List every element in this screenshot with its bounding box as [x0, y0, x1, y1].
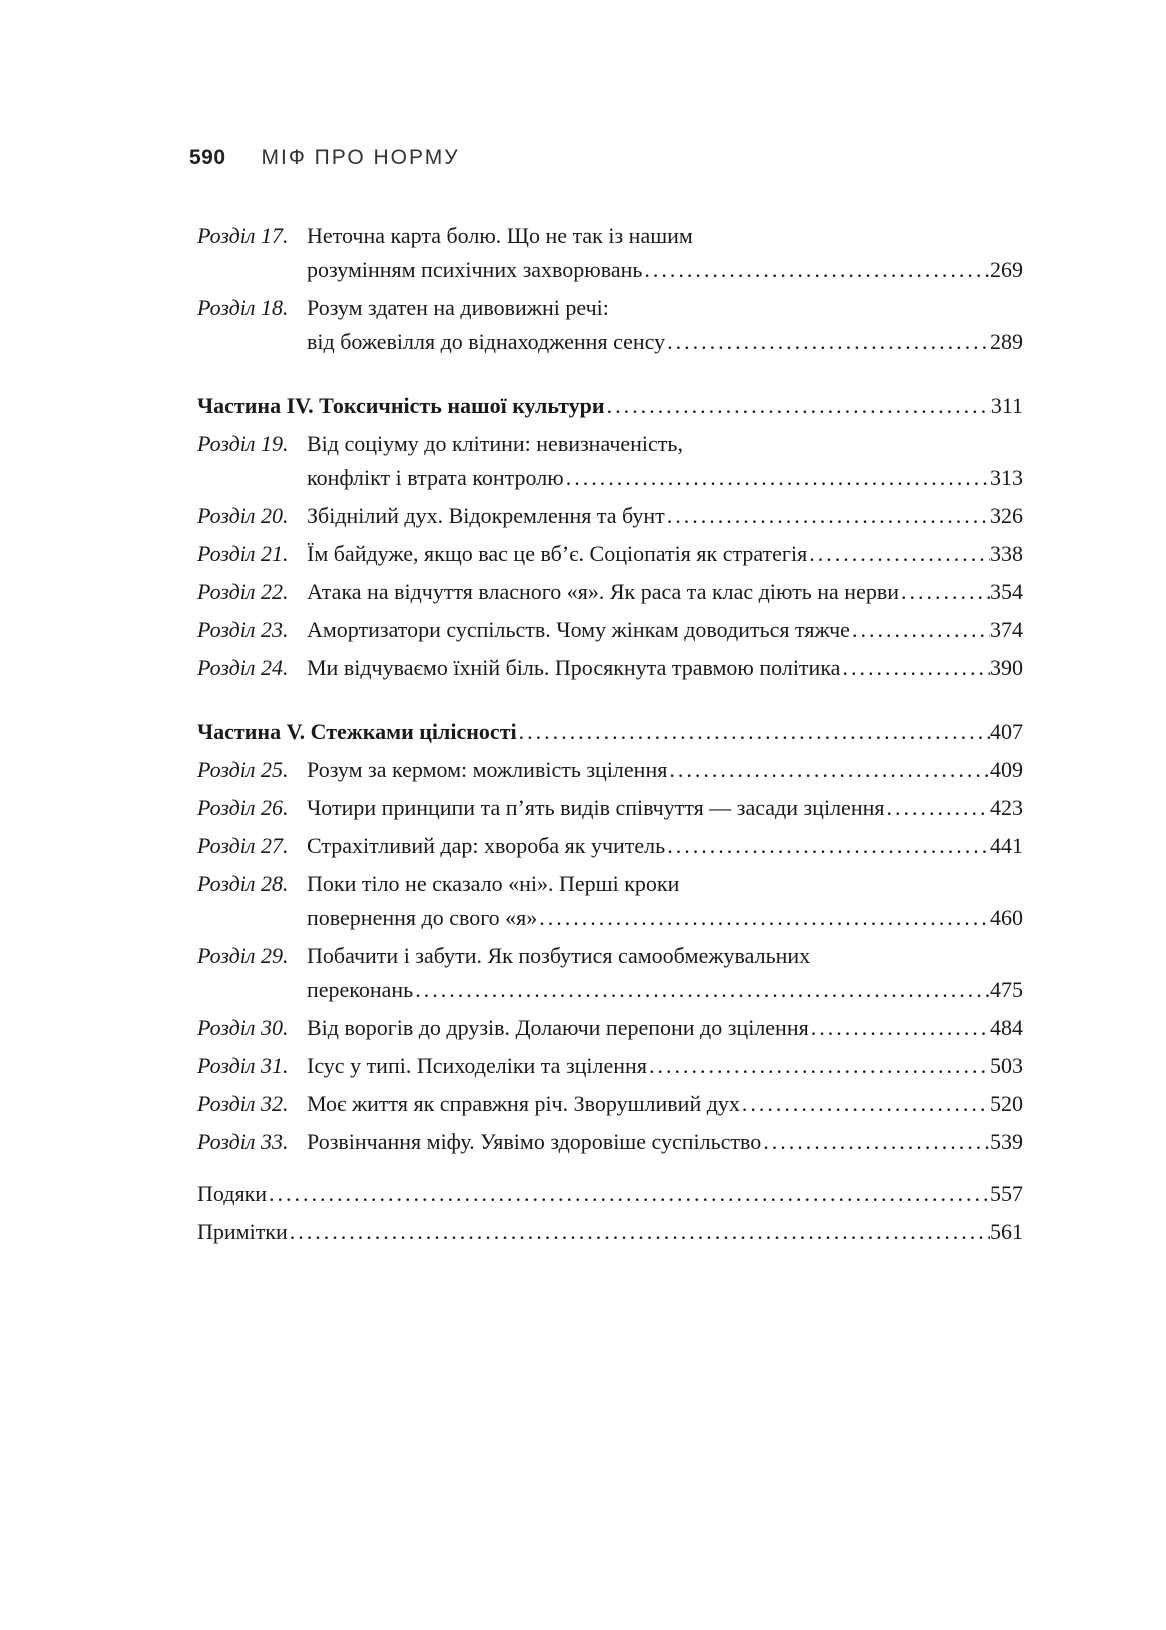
toc-line — [197, 389, 1023, 423]
toc-line — [197, 253, 1023, 287]
entry-title: Амортизатори суспільств. Чому жінкам доводиться тяжче — [307, 617, 850, 642]
toc-line — [197, 973, 1023, 1007]
toc-line — [197, 219, 1023, 253]
dot-leader — [763, 1125, 990, 1159]
chapter-label: Розділ 19. — [197, 431, 289, 456]
chapter-label: Розділ 26. — [197, 795, 289, 820]
toc-line — [197, 1011, 1023, 1045]
chapter-label: Розділ 27. — [197, 833, 289, 858]
dot-leader — [852, 613, 990, 647]
entry-title: від божевілля до віднаходження сенсу — [307, 329, 666, 354]
toc-chapter-entry — [197, 753, 1023, 787]
toc-line — [197, 325, 1023, 359]
entry-page-number: 407 — [990, 719, 1023, 744]
entry-page-number: 423 — [990, 795, 1023, 820]
entry-title: Атака на відчуття власного «я». Як раса та клас діють на нерви — [307, 579, 899, 604]
toc-line — [197, 575, 1023, 609]
entry-page-number: 289 — [990, 329, 1023, 354]
dot-leader — [566, 461, 990, 495]
dot-leader — [667, 829, 990, 863]
dot-leader — [811, 1011, 990, 1045]
entry-page-number: 311 — [990, 393, 1023, 418]
entry-title: Страхітливий дар: хвороба як учитель — [307, 833, 666, 858]
dot-leader — [669, 753, 990, 787]
entry-title: Частина IV. Токсичність нашої культури — [197, 393, 605, 418]
entry-title: Моє життя як справжня річ. Зворушливий дух — [307, 1091, 740, 1116]
toc-chapter-entry — [197, 1087, 1023, 1121]
toc-chapter-entry — [197, 1011, 1023, 1045]
entry-title: Розвінчання міфу. Уявімо здоровіше суспільство — [307, 1129, 762, 1154]
toc-line — [197, 461, 1023, 495]
entry-page-number: 460 — [990, 905, 1023, 930]
chapter-label: Розділ 18. — [197, 295, 289, 320]
toc-chapter-entry — [197, 939, 1023, 1007]
entry-title: розумінням психічних захворювань — [307, 257, 643, 282]
toc-line — [197, 1125, 1023, 1159]
entry-page-number: 338 — [990, 541, 1023, 566]
toc-line — [197, 829, 1023, 863]
chapter-label: Розділ 24. — [197, 655, 289, 680]
toc-list — [197, 219, 1023, 1249]
entry-title: Ми відчуваємо їхній біль. Просякнута травмою політика — [307, 655, 841, 680]
dot-leader — [519, 715, 990, 749]
entry-title: Від ворогів до друзів. Долаючи перепони до зцілення — [307, 1015, 809, 1040]
chapter-label: Розділ 32. — [197, 1091, 289, 1116]
entry-title: повернення до свого «я» — [307, 905, 538, 930]
toc-chapter-entry — [197, 613, 1023, 647]
toc-backmatter-entry — [197, 1177, 1023, 1211]
dot-leader — [901, 575, 990, 609]
chapter-label: Розділ 33. — [197, 1129, 289, 1154]
entry-title: Розум за кермом: можливість зцілення — [307, 757, 668, 782]
entry-title: Примітки — [197, 1219, 288, 1244]
dot-leader — [415, 973, 990, 1007]
entry-title: Подяки — [197, 1181, 268, 1206]
entry-title: Збіднілий дух. Відокремлення та бунт — [307, 503, 665, 528]
entry-title: Від соціуму до клітини: невизначеність, — [307, 431, 683, 456]
dot-leader — [644, 253, 990, 287]
dot-leader — [667, 499, 990, 533]
entry-page-number: 475 — [990, 977, 1023, 1002]
entry-page-number: 503 — [990, 1053, 1023, 1078]
entry-page-number: 374 — [990, 617, 1023, 642]
entry-title: конфлікт і втрата контролю — [307, 465, 564, 490]
entry-page-number: 484 — [990, 1015, 1023, 1040]
entry-title: Неточна карта болю. Що не так із нашим — [307, 223, 693, 248]
entry-page-number: 520 — [990, 1091, 1023, 1116]
toc-line — [197, 1087, 1023, 1121]
chapter-label: Розділ 25. — [197, 757, 289, 782]
entry-page-number: 313 — [990, 465, 1023, 490]
toc-line — [197, 499, 1023, 533]
entry-title: Їм байдуже, якщо вас це вб’є. Соціопатія як стратегія — [307, 541, 808, 566]
dot-leader — [842, 651, 990, 685]
toc-line — [197, 1049, 1023, 1083]
chapter-label: Розділ 20. — [197, 503, 289, 528]
entry-title: Розум здатен на дивовижні речі: — [307, 295, 609, 320]
toc-line — [197, 651, 1023, 685]
toc-line — [197, 1215, 1023, 1249]
chapter-label: Розділ 22. — [197, 579, 289, 604]
dot-leader — [649, 1049, 990, 1083]
toc-chapter-entry — [197, 791, 1023, 825]
toc-backmatter-entry — [197, 1215, 1023, 1249]
toc-chapter-entry — [197, 499, 1023, 533]
toc-line — [197, 867, 1023, 901]
entry-page-number: 326 — [990, 503, 1023, 528]
entry-page-number: 354 — [990, 579, 1023, 604]
chapter-label: Розділ 30. — [197, 1015, 289, 1040]
entry-title: Чотири принципи та п’ять видів співчуття — засади зцілення — [307, 795, 885, 820]
dot-leader — [809, 537, 990, 571]
dot-leader — [539, 901, 990, 935]
entry-page-number: 539 — [990, 1129, 1023, 1154]
toc-chapter-entry — [197, 291, 1023, 359]
dot-leader — [886, 791, 990, 825]
chapter-label: Розділ 31. — [197, 1053, 289, 1078]
toc-part-heading — [197, 389, 1023, 423]
toc-line — [197, 1177, 1023, 1211]
dot-leader — [667, 325, 990, 359]
chapter-label: Розділ 21. — [197, 541, 289, 566]
entry-page-number: 557 — [990, 1181, 1023, 1206]
toc-chapter-entry — [197, 1125, 1023, 1159]
running-title: МІФ ПРО НОРМУ — [261, 146, 460, 169]
entry-title: переконань — [307, 977, 414, 1002]
toc-chapter-entry — [197, 537, 1023, 571]
toc-line — [197, 537, 1023, 571]
toc-chapter-entry — [197, 867, 1023, 935]
dot-leader — [742, 1087, 990, 1121]
toc-line — [197, 613, 1023, 647]
dot-leader — [290, 1215, 990, 1249]
entry-title: Ісус у типі. Психоделіки та зцілення — [307, 1053, 647, 1078]
entry-page-number: 561 — [990, 1219, 1023, 1244]
toc-chapter-entry — [197, 1049, 1023, 1083]
toc-line — [197, 715, 1023, 749]
toc-chapter-entry — [197, 219, 1023, 287]
toc-line — [197, 291, 1023, 325]
toc-line — [197, 901, 1023, 935]
toc-line — [197, 939, 1023, 973]
dot-leader — [269, 1177, 990, 1211]
running-header — [189, 0, 1023, 170]
dot-leader — [607, 389, 991, 423]
page-content — [189, 0, 1023, 1249]
entry-page-number: 441 — [990, 833, 1023, 858]
toc-chapter-entry — [197, 829, 1023, 863]
entry-title: Частина V. Стежками цілісності — [197, 719, 517, 744]
entry-page-number: 390 — [990, 655, 1023, 680]
entry-page-number: 409 — [990, 757, 1023, 782]
chapter-label: Розділ 17. — [197, 223, 289, 248]
toc-line — [197, 791, 1023, 825]
toc-chapter-entry — [197, 427, 1023, 495]
page-number: 590 — [189, 146, 226, 169]
entry-title: Побачити і забути. Як позбутися самообмежувальних — [307, 943, 811, 968]
chapter-label: Розділ 29. — [197, 943, 289, 968]
toc-line — [197, 753, 1023, 787]
toc-chapter-entry — [197, 651, 1023, 685]
chapter-label: Розділ 28. — [197, 871, 289, 896]
toc-part-heading — [197, 715, 1023, 749]
toc-line — [197, 427, 1023, 461]
entry-title: Поки тіло не сказало «ні». Перші кроки — [307, 871, 680, 896]
chapter-label: Розділ 23. — [197, 617, 289, 642]
toc-chapter-entry — [197, 575, 1023, 609]
entry-page-number: 269 — [990, 257, 1023, 282]
